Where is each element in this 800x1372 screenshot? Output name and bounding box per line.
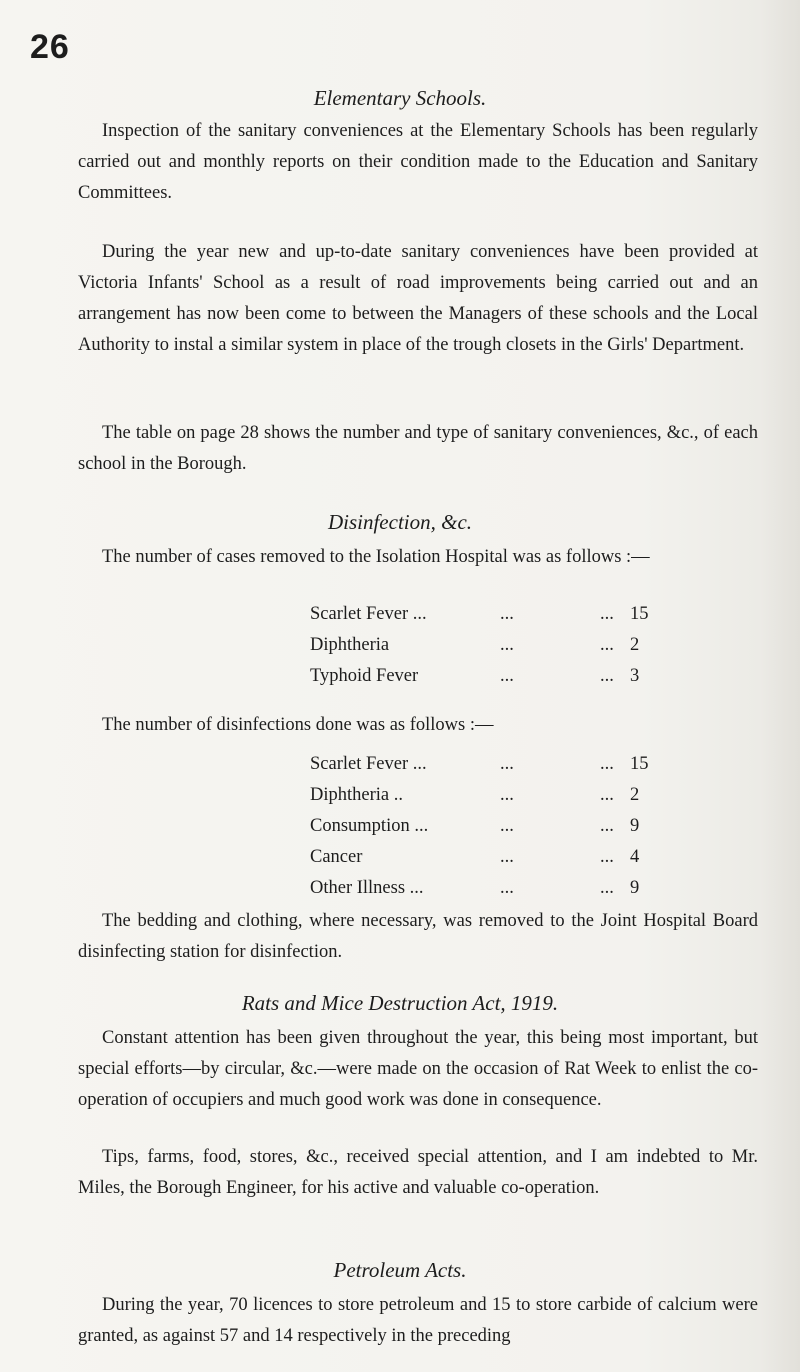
section-heading-rats-and-mice: Rats and Mice Destruction Act, 1919. <box>241 991 559 1015</box>
page-number: 26 <box>30 28 70 66</box>
paragraph-new-conveniences: During the year new and up-to-date sanitary conveniences have been provided at Victoria Infants' School as a result of road improvements being carried out and an arrangement has now been come to between the Managers of these schools and the Local Authority to instal a similar system in place of the trough closets in the Girls' Department. <box>78 242 758 355</box>
paragraph-table-reference: The table on page 28 shows the number and type of sanitary conveniences, &c., of each school in the Borough. <box>78 423 758 474</box>
section-heading-disinfection: Disinfection, &c. <box>327 510 473 534</box>
document-page: 26 Elementary Schools. Inspection of the sanitary conveniences at the Elementary Schools has been regularly carried out and monthly reports on their condition made to the Education and Sanitary Committees. During the year new and up-to-date sanitary conveniences have been provided at Victoria Infants' School as a result of road improvements being carried out and an arrangement has now been come to between the Managers of these schools and the Local Authority to instal a similar system in place of the trough closets in the Girls' Department. The table on page 28 shows the number and type of sanitary conveniences, &c., of each school in the Borough. Disinfection, &c. The number of cases removed to the Isolation Hospital was as follows :— Scarlet Fever ... ... ... 15 Diphtheria ... ... 2 Typhoid Fever ... ... 3 The number of disinfections done was as follows :— Scarlet Fever ... ... ... 15 Diphtheria .. ... ... 2 Consumption ... ... ... 9 Cancer ... ... 4 Other Illness ... ... ... 9 The bedding and clothing, where necessary, was removed to the Joint Hospital Board disinfecting station for disinfection. Rats and Mice Destruction Act, 1919. Constant attention has been given throughout the year, this being most important, but special efforts—by circular, &c.—were made on the occasion of Rat Week to enlist the co-operation of occupiers and much good work was done in consequence. Tips, farms, food, stores, &c., received special attention, and I am indebted to Mr. Miles, the Borough Engineer, for his active and valuable co-operation. Petroleum Acts. During the year, 70 licences to store petroleum and 15 to store carbide of calcium were granted, as against 57 and 14 respectively in the preceding <box>0 0 800 1372</box>
section-heading-petroleum-acts: Petroleum Acts. <box>333 1258 467 1282</box>
paragraph-disinfections-intro: The number of disinfections done was as follows :— <box>102 715 494 735</box>
paragraph-cases-removed-intro: The number of cases removed to the Isolation Hospital was as follows :— <box>102 547 650 567</box>
section-heading-elementary-schools: Elementary Schools. <box>313 86 487 110</box>
paragraph-bedding: The bedding and clothing, where necessary, was removed to the Joint Hospital Board disinfecting station for disinfection. <box>78 911 758 962</box>
paragraph-tips-farms: Tips, farms, food, stores, &c., received special attention, and I am indebted to Mr. Miles, the Borough Engineer, for his active and valuable co-operation. <box>78 1147 758 1198</box>
paragraph-rat-week: Constant attention has been given throughout the year, this being most important, but special efforts—by circular, &c.—were made on the occasion of Rat Week to enlist the co-operation of occupiers and much good work was done in consequence. <box>78 1028 758 1110</box>
paragraph-inspection: Inspection of the sanitary conveniences at the Elementary Schools has been regularly carried out and monthly reports on their condition made to the Education and Sanitary Committees. <box>78 121 758 203</box>
paragraph-licences: During the year, 70 licences to store petroleum and 15 to store carbide of calcium were granted, as against 57 and 14 respectively in the preceding <box>78 1295 758 1346</box>
